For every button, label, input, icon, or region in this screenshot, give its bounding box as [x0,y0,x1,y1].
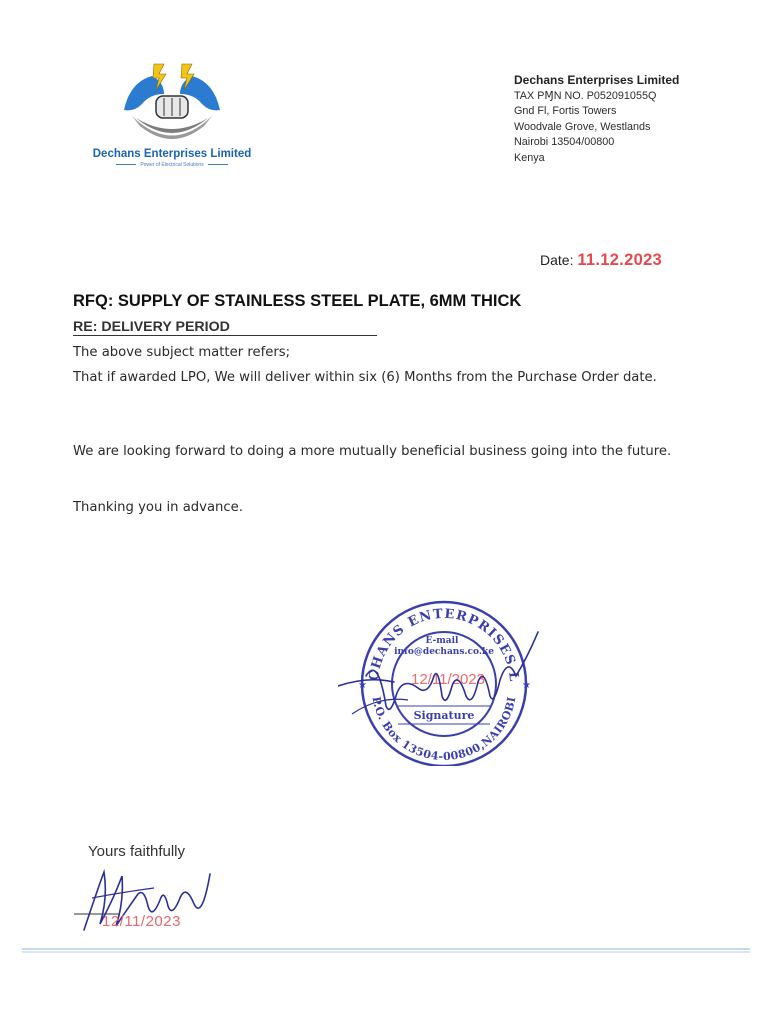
sender-street: Woodvale Grove, Westlands [514,120,651,133]
sender-address [514,73,679,166]
svg-text:★: ★ [522,680,531,691]
stamp-company-arc: CHANS ENTERPRISES L [366,606,522,682]
sender-country: Kenya [514,151,545,164]
body-paragraph-4: Thanking you in advance. [73,500,243,515]
body-paragraph-1: The above subject matter refers; [73,345,291,360]
sender-tax-pin: TAX PⱮN NO. P052091055Q [514,89,657,102]
stamp-address-arc: P.O. Box 13504-00800,NAIROBI [369,695,519,764]
footer-divider [22,940,750,946]
signature-date: 12/11/2023 [102,913,181,930]
sender-company: Dechans Enterprises Limited [514,73,680,87]
letter-date [540,251,662,270]
date-value: 11.12.2023 [577,251,663,269]
stamp-date: 12/11/2023 [411,671,485,688]
company-logo [92,60,252,174]
closing-phrase: Yours faithfully [88,843,186,860]
re-line: RE: DELIVERY PERIOD [73,319,377,336]
svg-text:★: ★ [358,680,367,691]
stamp-email: info@dechans.co.ke [394,647,494,657]
letter-subject: RFQ: SUPPLY OF STAINLESS STEEL PLATE, 6MM THICK [73,292,522,310]
logo-name: Dechans Enterprises Limited [92,148,252,160]
sender-floor: Gnd Fl, Fortis Towers [514,105,617,117]
logo-emblem-icon [112,60,232,150]
company-stamp [338,596,550,766]
stamp-email-label: E-mail [425,636,459,646]
stamp-signature-label: Signature [413,709,475,722]
body-paragraph-2: That if awarded LPO, We will deliver within six (6) Months from the Purchase Order date. [73,370,657,385]
logo-tagline: Power of Electrical Solutions [90,162,254,168]
body-paragraph-3: We are looking forward to doing a more mutually beneficial business going into the future. [73,444,672,459]
date-label: Date: [540,252,574,268]
sender-city: Nairobi 13504/00800 [514,136,615,148]
